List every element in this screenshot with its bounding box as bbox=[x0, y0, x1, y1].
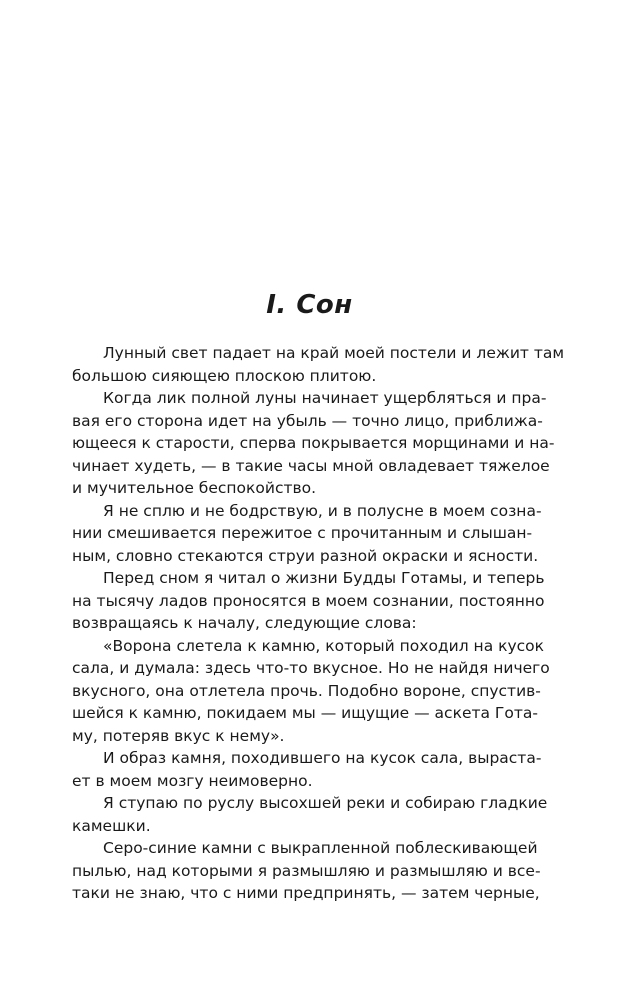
paragraph bbox=[72, 342, 565, 387]
text-line: Перед сном я читал о жизни Будды Готамы, и теперь bbox=[103, 569, 545, 587]
text-line: Я ступаю по руслу высохшей реки и собираю гладкие bbox=[103, 794, 548, 812]
text-line: возвращаясь к началу, следующие слова: bbox=[72, 614, 417, 632]
text-line: на тысячу ладов проносятся в моем сознании, постоянно bbox=[72, 591, 545, 610]
paragraph bbox=[72, 500, 542, 568]
paragraph bbox=[72, 837, 541, 905]
text-line: Серо-синие камни с выкрапленной поблескивающей bbox=[103, 839, 538, 857]
text-line: вкусного, она отлетела прочь. Подобно вороне, спустив- bbox=[72, 681, 541, 700]
text-line: большою сияющею плоскою плитою. bbox=[72, 366, 377, 385]
paragraph bbox=[72, 792, 548, 837]
paragraph bbox=[72, 567, 545, 635]
text-line: ет в моем мозгу неимоверно. bbox=[72, 771, 313, 790]
paragraph bbox=[72, 387, 555, 500]
text-line: и мучительное беспокойство. bbox=[72, 479, 317, 497]
text-line: И образ камня, походившего на кусок сала, выраста- bbox=[103, 749, 542, 767]
text-line: ющееся к старости, сперва покрывается морщинами и на- bbox=[72, 434, 555, 452]
paragraph bbox=[72, 635, 550, 748]
text-line: му, потеряв вкус к нему». bbox=[72, 726, 285, 745]
chapter-title: I. Сон bbox=[266, 290, 353, 320]
text-line: нии смешивается пережитое с прочитанным и слышан- bbox=[72, 524, 533, 542]
text-line: камешки. bbox=[72, 816, 151, 835]
text-line: шейся к камню, покидаем мы — ищущие — аскета Гота- bbox=[72, 704, 538, 722]
text-line: Когда лик полной луны начинает ущербляться и пра- bbox=[103, 389, 547, 407]
text-line: таки не знаю, что с ними предпринять, — затем черные, bbox=[72, 884, 540, 902]
text-line: сала, и думала: здесь что-то вкусное. Но не найдя ничего bbox=[72, 659, 550, 677]
text-line: ным, словно стекаются струи разной окраски и ясности. bbox=[72, 546, 539, 565]
text-line: чинает худеть, — в такие часы мной овладевает тяжелое bbox=[72, 456, 550, 475]
text-line: «Ворона слетела к камню, который походил на кусок bbox=[103, 636, 545, 655]
text-line: Я не сплю и не бодрствую, и в полусне в моем созна- bbox=[103, 501, 542, 520]
chapter-body bbox=[72, 342, 565, 905]
text-line: вая его сторона идет на убыль — точно лицо, приближа- bbox=[72, 411, 543, 430]
text-line: пылью, над которыми я размышляю и размышляю и все- bbox=[72, 861, 541, 880]
text-line: Лунный свет падает на край моей постели и лежит там bbox=[103, 344, 565, 362]
paragraph bbox=[72, 747, 542, 792]
